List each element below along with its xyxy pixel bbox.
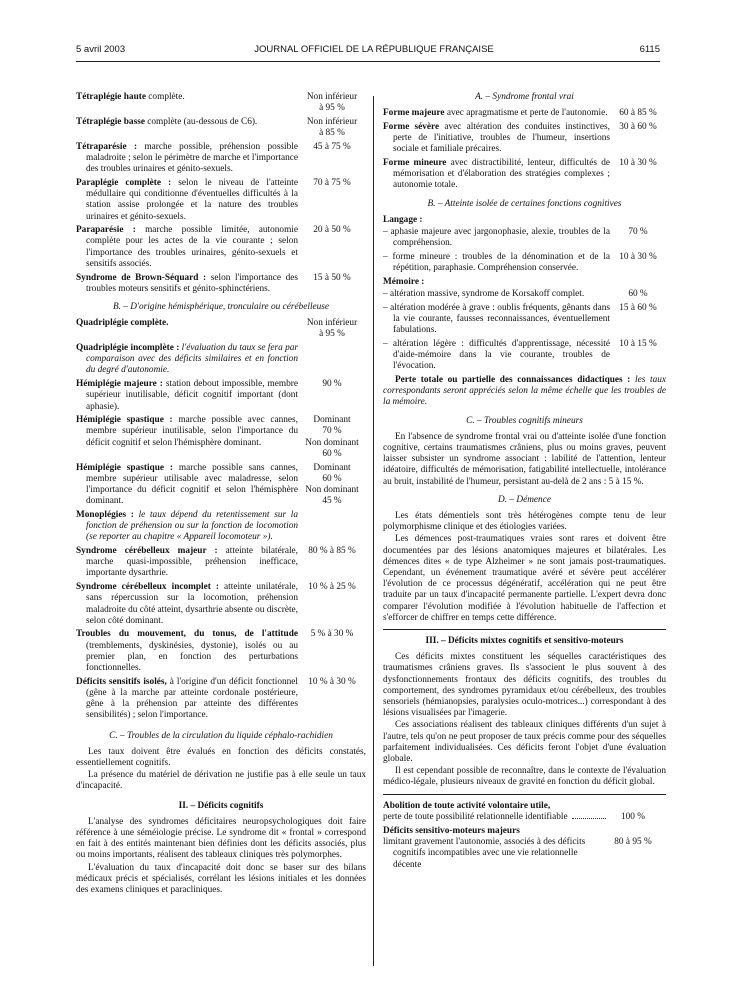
final-rate: 80 à 95 % xyxy=(614,837,652,848)
header-rule xyxy=(76,61,660,62)
memoire-title: Mémoire : xyxy=(383,276,425,287)
section-c-paragraph: En l'absence de syndrome frontal vrai ou d'atteinte isolée d'une fonction cognitive, certains traumatismes crâniens, plus ou moins graves, peuvent laisser subsister un syndrome associant : labilité de l'attention, lenteur idéatoire, difficultés de mémorisation, fatigabilité intellectuelle, intolérance au bruit, instabilité de l'humeur, persistant au-delà de 2 ans : 5 à 15 %. xyxy=(383,431,666,487)
section-c-right-heading: C. – Troubles cognitifs mineurs xyxy=(466,415,583,426)
row-description: complète (au-dessous de C6). xyxy=(144,116,258,127)
table-row xyxy=(76,273,366,295)
list-item xyxy=(383,339,666,373)
right-column xyxy=(383,92,666,874)
row-text xyxy=(76,178,298,223)
row-description: marche possible sans cannes, membre supérieur utilisable avec maladresse, selon l'importance du déficit cognitif et selon l'hémisphère dominant. xyxy=(86,462,298,507)
item-text: – altération massive, syndrome de Korsakoff complet. xyxy=(383,289,585,300)
row-label: Paraplégie complète : xyxy=(76,177,172,188)
perte-bold: Perte totale ou partielle des connaissances didactiques : xyxy=(395,374,631,385)
row-text xyxy=(76,318,298,329)
row-label: Monoplégies : xyxy=(76,509,134,520)
item-rate: 15 à 60 % xyxy=(619,302,657,313)
row-rate: Non inférieur à 95 % xyxy=(306,318,358,340)
list-item xyxy=(383,303,666,337)
row-text xyxy=(76,273,298,295)
row-description: à l'origine d'un déficit fonctionnel (gêne à la marche par atteinte cordonale postérieure, gêne à la préhension par atteinte des différentes sensibilités) ; selon l'importance. xyxy=(86,676,298,721)
row-text xyxy=(76,117,298,128)
row-rate: Non inférieur à 85 % xyxy=(306,116,358,139)
row-label: Hémiplégie spastique : xyxy=(76,415,173,426)
section-a-heading: A. – Syndrome frontal vrai xyxy=(475,92,574,102)
section-b-heading: B. – D'origine hémisphérique, tronculaire ou cérébelleuse xyxy=(112,301,330,312)
section-d-paragraphs xyxy=(383,511,666,624)
row-label: Hémiplégie spastique : xyxy=(76,462,173,473)
memoire-items xyxy=(383,289,666,372)
item-text: – aphasie majeure avec jargonophasie, alexie, troubles de la compréhension. xyxy=(383,227,610,249)
item-text: – forme mineure : troubles de la dénomination et de la répétition, paraphasie. Compréhension conservée. xyxy=(383,251,610,274)
row-text xyxy=(383,122,610,156)
row-rate: 10 % à 25 % xyxy=(308,582,356,593)
row-text xyxy=(76,142,298,176)
row-description: complète. xyxy=(145,92,185,102)
paragraph: Les états démentiels sont très hétérogènes compte tenu de leur polymorphisme clinique et des étiologies variées. xyxy=(383,511,666,533)
row-label: Forme mineure xyxy=(383,158,447,169)
row-rate: 15 à 50 % xyxy=(313,272,351,283)
final-entry xyxy=(383,801,666,823)
row-description: avec distractibilité, lenteur, difficultés de mémorisation et d'élaboration des stratégies complexes ; autonomie totale. xyxy=(393,158,611,191)
row-description: atteinte bilatérale, marche quasi-impossible, préhension inefficace, importante dysarthrie. xyxy=(86,546,298,579)
paragraph: L'analyse des syndromes déficitaires neuropsychologiques doit faire référence à une séméiologie précise. Le syndrome dit « frontal » correspond en fait à des entités maintenant bien définies dont les déficits associés, plus ou moins importants, réalisent des tableaux cliniques très polymorphes. xyxy=(76,816,366,861)
section-d-heading: D. – Démence xyxy=(498,494,551,505)
row-note: le taux dépend du retentissement sur la fonction de préhension ou sur la fonction de locomotion (se reporter au chapitre « Appareil locomoteur »). xyxy=(86,509,298,543)
list-item xyxy=(383,252,666,274)
row-text xyxy=(76,379,298,413)
row-rate: Dominant 70 % Non dominant 60 % xyxy=(305,415,359,459)
frontal-rows xyxy=(383,108,666,191)
row-text xyxy=(76,415,298,449)
table-row xyxy=(383,122,666,156)
medullary-rows xyxy=(76,92,366,295)
table-row xyxy=(76,510,366,544)
row-rate: Dominant 60 % Non dominant 45 % xyxy=(305,462,359,507)
row-rate: 5 % à 30 % xyxy=(310,629,354,640)
row-label: Hémiplégie majeure : xyxy=(76,379,163,390)
row-description: marche possible, préhension possible maladroite ; selon le périmètre de marche et l'importance des troubles urinaires et génito-sexuels. xyxy=(86,141,298,175)
row-text xyxy=(76,343,298,377)
row-description: selon l'importance des troubles moteurs sensitifs et génito-sphinctériens. xyxy=(86,272,298,294)
row-text xyxy=(76,546,298,580)
row-text xyxy=(76,510,298,544)
row-text xyxy=(76,582,298,627)
row-label: Tétraplégie basse xyxy=(76,116,145,127)
row-rate: 10 % à 30 % xyxy=(308,676,356,687)
row-label: Déficits sensitifs isolés, xyxy=(76,676,167,687)
section-iii-paragraphs xyxy=(383,652,666,788)
paragraph: L'évaluation du taux d'incapacité doit donc se baser sur des bilans médicaux précis et spécialisés, corrélant les lésions initiales et les données des examens cliniques et paracliniques. xyxy=(76,862,366,895)
row-label: Forme majeure xyxy=(383,108,445,119)
final-text xyxy=(383,801,666,823)
header-journal-title: JOURNAL OFFICIEL DE LA RÉPUBLIQUE FRANÇAISE xyxy=(254,44,494,55)
langage-title: Langage : xyxy=(383,214,423,225)
hemispheric-rows xyxy=(76,318,366,721)
leader-dots xyxy=(572,818,606,819)
row-description: selon le niveau de l'atteinte médullaire qui conditionne d'éventuelles difficultés à la station assise prolongée et la nature des troubles urinaires et génito-sexuels. xyxy=(86,177,298,222)
section-iii-heading: III. – Déficits mixtes cognitifs et sensitivo-moteurs xyxy=(425,636,624,647)
row-rate: 20 à 50 % xyxy=(313,225,351,236)
row-label: Syndrome de Brown-Séquard : xyxy=(76,272,207,283)
row-label: Troubles du mouvement, du tonus, de l'attitude xyxy=(76,629,298,640)
item-rate: 70 % xyxy=(628,227,648,238)
header-page-number: 6115 xyxy=(639,44,660,55)
column-divider xyxy=(373,96,374,966)
table-row xyxy=(76,582,366,627)
row-description: station debout impossible, membre supérieur inutilisable, déficit cognitif important (dont aphasie). xyxy=(86,379,298,412)
final-label: Déficits sensitivo-moteurs majeurs xyxy=(383,826,520,837)
row-label: Forme sévère xyxy=(383,121,440,132)
item-text: – altération modérée à grave : oublis fréquents, gênants dans la vie courante, fausses reconnaissances, éventuellement fabulations. xyxy=(383,302,610,336)
row-description: avec apragmatisme et perte de l'autonomie. xyxy=(444,108,608,119)
item-rate: 60 % xyxy=(628,289,648,300)
row-description: atteinte unilatérale, sans répercussion sur la locomotion, préhension maladroite du côté atteint, dysarthrie absente ou discrète, selon côté dominant. xyxy=(86,582,298,626)
final-rate: 100 % xyxy=(620,811,645,822)
section-divider xyxy=(383,629,666,630)
section-c-paragraphs xyxy=(76,747,366,793)
row-note: l'évaluation du taux se fera par comparaison avec des déficits similaires et en fonction du degré d'autonomie. xyxy=(86,343,298,376)
paragraph: La présence du matériel de dérivation ne justifie pas à elle seule un taux d'incapacité. xyxy=(76,770,366,792)
section-c-heading: C. – Troubles de la circulation du liquide céphalo-rachidien xyxy=(109,730,333,741)
paragraph: Ces associations réalisent des tableaux cliniques différents d'un sujet à l'autre, tels qu'on ne peut proposer de taux précis comme pour des séquelles parfaitement individualisées. Ces déficits feront l'objet d'une évaluation globale. xyxy=(383,720,666,765)
section-ii-heading: II. – Déficits cognitifs xyxy=(178,800,264,811)
table-row xyxy=(76,546,366,580)
table-row xyxy=(76,415,366,460)
paragraph: Les taux doivent être évalués en fonction des déficits constatés, essentiellement cognitifs. xyxy=(76,746,366,768)
left-column xyxy=(76,92,366,897)
row-rate: 60 à 85 % xyxy=(619,108,657,119)
table-row xyxy=(76,225,366,270)
row-text xyxy=(76,92,298,103)
row-description: marche possible limitée, autonomie complète pour les actes de la vie courante ; selon l'importance des troubles urinaires, génito-sexuels et sensitifs associés. xyxy=(86,225,299,269)
list-item xyxy=(383,289,666,300)
list-item xyxy=(383,227,666,249)
final-text xyxy=(383,826,666,871)
table-row xyxy=(76,677,366,722)
page-header xyxy=(0,44,748,58)
row-rate: 90 % xyxy=(322,379,342,390)
table-row xyxy=(76,178,366,223)
paragraph: Les démences post-traumatiques vraies sont rares et doivent être documentées par des lésions anatomiques majeures et bilatérales. Les démences dites « de type Alzheimer » ne sont jamais post-traumatiques. Cependant, un événement traumatique avéré et sévère peut accélérer l'évolution de ce processus dégénératif, accélération qui ne peut être traduite par un taux d'incapacité permanente partielle. L'expert devra donc comparer l'évolution modifiée à l'évolution habituelle de l'affection et s'efforcer de chiffrer en temps cette différence. xyxy=(383,534,666,623)
row-label: Tétraparésie : xyxy=(76,141,138,152)
row-text xyxy=(76,225,298,270)
table-row xyxy=(76,629,366,674)
header-date: 5 avril 2003 xyxy=(76,44,126,55)
row-text xyxy=(383,108,610,119)
final-label: Abolition de toute activité volontaire utile, xyxy=(383,800,551,811)
item-text: – altération légère : difficultés d'apprentissage, nécessité d'aide-mémoire dans la vie courante, troubles de l'évocation. xyxy=(383,338,610,372)
row-rate: 30 à 60 % xyxy=(619,121,657,132)
final-description: perte de toute possibilité relationnelle identifiable xyxy=(383,811,568,822)
final-entry xyxy=(383,826,666,871)
row-text xyxy=(76,463,298,508)
row-description: marche possible avec cannes, membre supérieur inutilisable, selon l'importance du déficit cognitif et selon l'hémisphère dominant. xyxy=(86,415,298,448)
table-row xyxy=(76,92,366,114)
table-row xyxy=(76,379,366,413)
item-rate: 10 à 15 % xyxy=(619,338,657,349)
final-description: limitant gravement l'autonomie, associés à des déficits cognitifs incompatibles avec une vie relationnelle décente xyxy=(383,837,586,870)
final-divider xyxy=(383,794,666,795)
row-label: Paraparésie : xyxy=(76,225,136,236)
row-label: Tétraplégie haute xyxy=(76,92,146,102)
row-text xyxy=(76,677,298,722)
final-leader-line xyxy=(383,837,666,871)
table-row xyxy=(76,318,366,340)
table-row xyxy=(76,343,366,377)
row-description: (tremblements, dyskinésies, dystonie), isolés ou au premier plan, en fonction des perturbations fonctionnelles. xyxy=(86,640,298,674)
table-row xyxy=(76,117,366,139)
row-label: Syndrome cérébelleux majeur : xyxy=(76,546,218,557)
final-rows xyxy=(383,801,666,871)
row-rate: 10 à 30 % xyxy=(619,158,657,169)
table-row xyxy=(383,108,666,119)
table-row xyxy=(383,158,666,192)
perte-italic: les taux correspondants seront appréciés selon la même échelle que les troubles de la mémoire. xyxy=(383,374,667,408)
final-leader-line xyxy=(383,811,666,823)
row-rate: Non inférieur à 95 % xyxy=(306,92,358,114)
table-row xyxy=(76,463,366,508)
item-rate: 10 à 30 % xyxy=(619,251,657,262)
paragraph: Il est cependant possible de reconnaître, dans le contexte de l'évaluation médico-légale, plusieurs niveaux de gravité en fonction du déficit global. xyxy=(383,766,666,788)
row-rate: 80 % à 85 % xyxy=(308,546,356,557)
langage-items xyxy=(383,227,666,274)
table-row xyxy=(76,142,366,176)
row-label: Quadriplégie incomplète : xyxy=(76,343,180,354)
section-ii-paragraphs xyxy=(76,817,366,896)
perte-paragraph xyxy=(383,375,666,409)
row-rate: 70 à 75 % xyxy=(313,177,351,188)
row-label: Syndrome cérébelleux incomplet : xyxy=(76,582,219,593)
row-rate: 45 à 75 % xyxy=(313,141,351,152)
row-text xyxy=(76,629,298,674)
section-b-right-heading: B. – Atteinte isolée de certaines fonctions cognitives xyxy=(427,198,622,209)
row-text xyxy=(383,158,610,192)
paragraph: Ces déficits mixtes constituent les séquelles caractéristiques des traumatismes crâniens graves. Ils s'associent le plus souvent à des dysfonctionnements frontaux des déficits cognitifs, des troubles du comportement, des syndromes pyramidaux et/ou cérébelleux, des troubles sensoriels (hémianopsies, paralysies oculo-motrices...) correspondant à des lésions visualisées par l'imagerie. xyxy=(383,652,666,719)
row-description: avec altération des conduites instinctives, perte de l'initiative, troubles de l'humeur, insertions sociale et familiale précaires. xyxy=(393,121,610,155)
row-label: Quadriplégie complète. xyxy=(76,318,169,329)
